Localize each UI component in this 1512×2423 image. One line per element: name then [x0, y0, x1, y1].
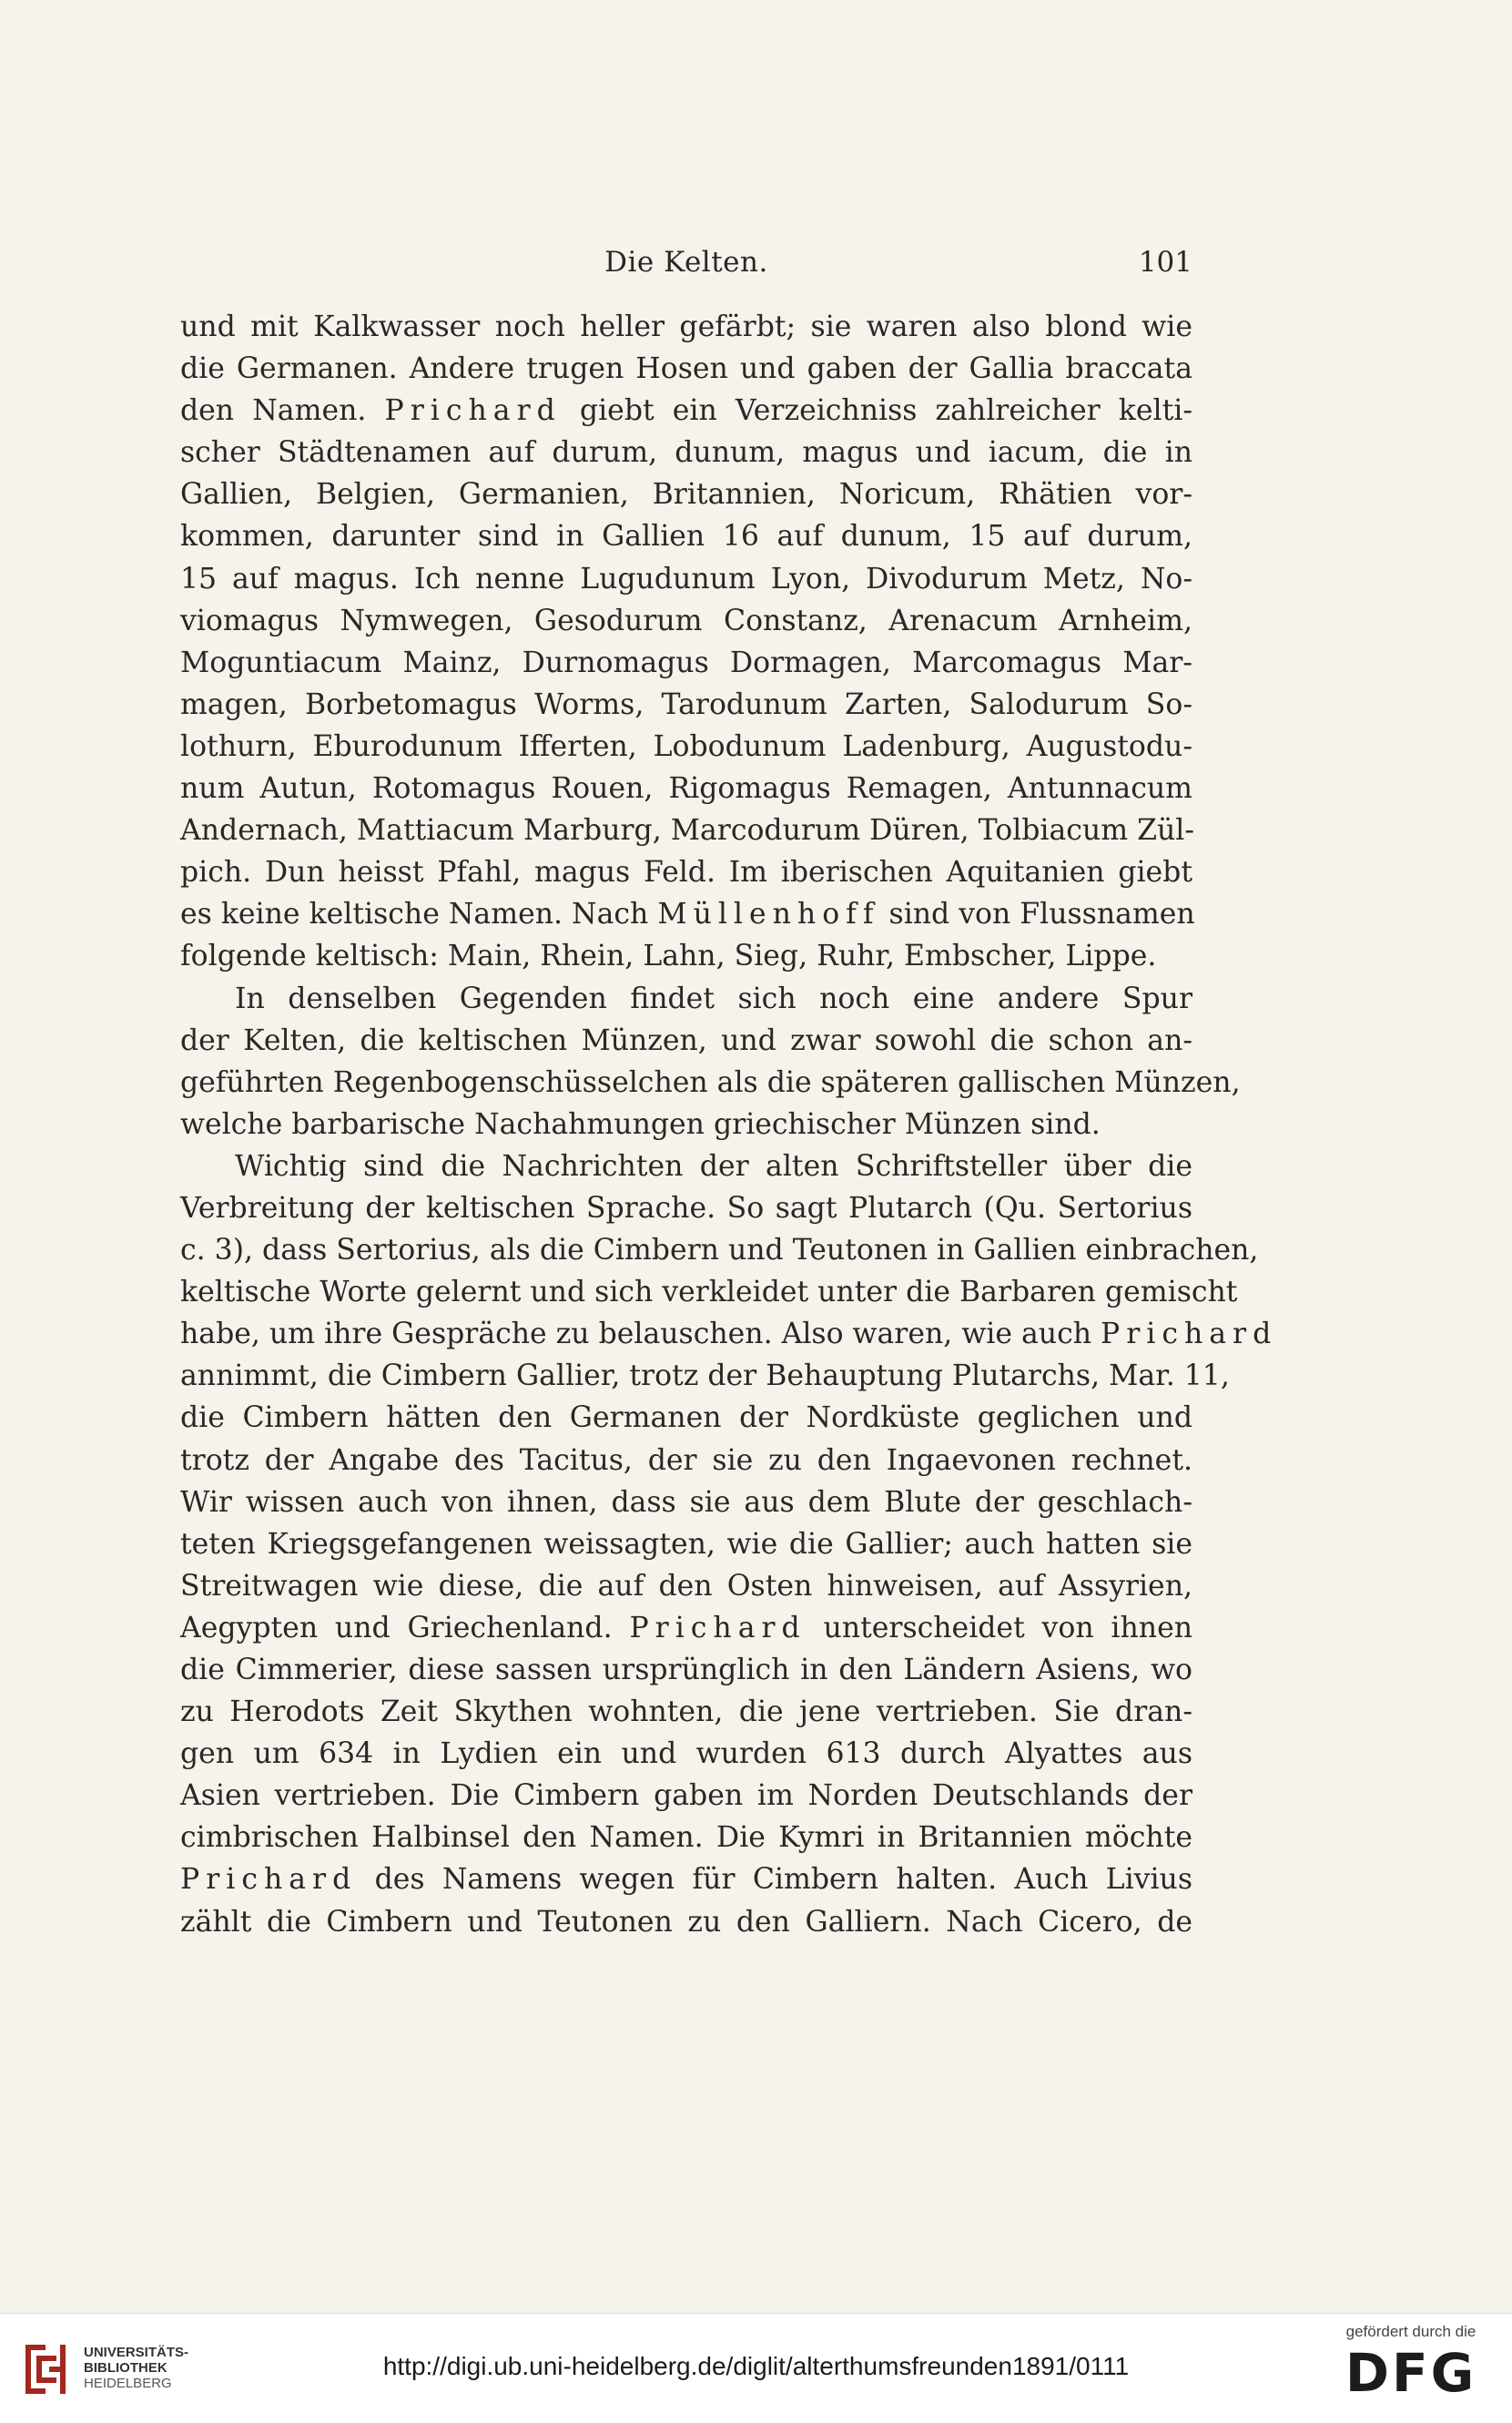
running-title: Die Kelten. — [604, 246, 768, 279]
text-line — [180, 1858, 1192, 1900]
text-line — [180, 1775, 1192, 1817]
text-run: und mit Kalkwasser noch heller gefärbt; sie waren also blond wie — [180, 311, 1192, 343]
text-run: des Namens wegen für Cimbern halten. Auch Livius — [357, 1863, 1192, 1897]
text-line — [180, 1062, 1241, 1104]
text-run: die Cimbern hätten den Germanen der Nordküste geglichen und — [180, 1401, 1192, 1435]
text-run: kommen, darunter sind in Gallien 16 auf dunum, 15 auf durum, — [180, 520, 1192, 554]
text-line — [180, 1104, 1192, 1145]
text-run: teten Kriegsgefangenen weissagten, wie die Gallier; auch hatten sie — [180, 1527, 1192, 1561]
text-line — [180, 1649, 1192, 1691]
text-line — [180, 348, 1192, 390]
dfg-logo: DFG — [1345, 2342, 1477, 2404]
text-run: cimbrischen Halbinsel den Namen. Die Kymri in Britannien möchte — [180, 1821, 1192, 1855]
funder-badge[interactable] — [1334, 2323, 1488, 2414]
text-run: 15 auf magus. Ich nenne Lugudunum Lyon, Divodurum Metz, No- — [180, 562, 1192, 596]
text-run: die Cimmerier, diese sassen ursprünglich in den Ländern Asiens, wo — [180, 1654, 1192, 1686]
text-run: pich. Dun heisst Pfahl, magus Feld. Im iberischen Aquitanien giebt — [180, 856, 1192, 890]
text-run: welche barbarische Nachahmungen griechischer Münzen sind. — [180, 1107, 1101, 1141]
text-run: Wir wissen auch von ihnen, dass sie aus dem Blute der geschlach- — [180, 1485, 1192, 1519]
source-url-link[interactable]: http://digi.ub.uni-heidelberg.de/diglit/alterthumsfreunden1891/0111 — [382, 2352, 1130, 2380]
library-name-line: UNIVERSITÄTS- — [84, 2345, 189, 2360]
text-line — [180, 684, 1192, 726]
text-line — [180, 1397, 1192, 1439]
text-run: scher Städtenamen auf durum, dunum, magus und iacum, die in — [180, 436, 1192, 470]
text-line — [180, 1523, 1192, 1565]
text-line — [180, 306, 1192, 348]
text-line — [180, 1733, 1192, 1775]
text-line — [180, 432, 1192, 473]
text-line — [180, 935, 1192, 977]
spaced-name: Prichard — [1101, 1318, 1278, 1351]
text-run: num Autun, Rotomagus Rouen, Rigomagus Remagen, Antunnacum — [180, 772, 1192, 806]
text-line — [180, 809, 1192, 851]
text-line — [180, 851, 1192, 893]
text-line — [180, 390, 1192, 432]
text-line — [180, 558, 1192, 600]
text-run: lothurn, Eburodunum Ifferten, Lobodunum Ladenburg, Augustodu- — [180, 729, 1192, 763]
text-line — [180, 642, 1192, 684]
text-line — [180, 1817, 1192, 1858]
text-line — [180, 600, 1192, 642]
text-line — [180, 1229, 1259, 1271]
text-line — [180, 1020, 1192, 1062]
text-run: Streitwagen wie diese, die auf den Osten hinweisen, auf Assyrien, — [180, 1569, 1192, 1603]
text-run: geführten Regenbogenschüsselchen als die späteren gallischen Münzen, — [180, 1065, 1241, 1099]
page-number: 101 — [1138, 246, 1192, 279]
text-line — [180, 1607, 1192, 1649]
text-line — [180, 1481, 1192, 1523]
text-line — [180, 768, 1192, 809]
text-line — [180, 515, 1192, 557]
text-line — [180, 1187, 1192, 1229]
text-run: Aegypten und Griechenland. — [180, 1611, 630, 1644]
text-line — [180, 1565, 1192, 1607]
text-run: Wichtig sind die Nachrichten der alten Schriftsteller über die — [235, 1149, 1192, 1183]
text-run: der Kelten, die keltischen Münzen, und zwar sowohl die schon an- — [180, 1023, 1192, 1057]
text-run: In denselben Gegenden findet sich noch eine andere Spur — [235, 982, 1192, 1015]
text-run: sind von Flussnamen — [879, 898, 1195, 932]
text-run: Verbreitung der keltischen Sprache. So sagt Plutarch (Qu. Sertorius — [180, 1191, 1192, 1225]
text-line — [180, 1355, 1230, 1397]
text-run: zu Herodots Zeit Skythen wohnten, die jene vertrieben. Sie dran- — [180, 1695, 1192, 1729]
text-run: es keine keltische Namen. Nach — [180, 898, 658, 932]
text-run: die Germanen. Andere trugen Hosen und gaben der Gallia braccata — [180, 352, 1192, 386]
text-run: gen um 634 in Lydien ein und wurden 613 durch Alyattes aus — [180, 1737, 1192, 1771]
body-text — [180, 306, 1278, 1943]
text-run: unterscheidet von ihnen — [806, 1611, 1193, 1644]
text-run: Andernach, Mattiacum Marburg, Marcodurum Düren, Tolbiacum Zül- — [180, 814, 1194, 848]
text-run: magen, Borbetomagus Worms, Tarodunum Zarten, Salodurum So- — [180, 687, 1192, 721]
text-line — [180, 893, 1195, 935]
text-run: folgende keltisch: Main, Rhein, Lahn, Sieg, Ruhr, Embscher, Lippe. — [180, 940, 1157, 973]
text-run: keltische Worte gelernt und sich verkleidet unter die Barbaren gemischt — [180, 1276, 1238, 1309]
spaced-name: Prichard — [629, 1611, 807, 1644]
text-line — [180, 726, 1192, 768]
text-run: Gallien, Belgien, Germanien, Britannien, Noricum, Rhätien vor- — [180, 478, 1192, 512]
text-run: c. 3), dass Sertorius, als die Cimbern und Teutonen in Gallien einbrachen, — [180, 1234, 1259, 1267]
text-line — [180, 1440, 1192, 1481]
text-run: Moguntiacum Mainz, Durnomagus Dormagen, Marcomagus Mar- — [180, 646, 1192, 679]
spaced-name: Prichard — [180, 1863, 358, 1897]
viewer-footer — [0, 2313, 1512, 2423]
spaced-name: Müllenhoff — [657, 898, 880, 932]
text-run: viomagus Nymwegen, Gesodurum Constanz, Arenacum Arnheim, — [180, 604, 1192, 637]
text-line — [180, 1313, 1278, 1355]
text-run: zählt die Cimbern und Teutonen zu den Galliern. Nach Cicero, de — [180, 1905, 1192, 1939]
text-run: den Namen. — [180, 394, 385, 428]
text-run: Asien vertrieben. Die Cimbern gaben im Norden Deutschlands der — [180, 1779, 1192, 1813]
spaced-name: Prichard — [384, 394, 562, 428]
library-name-line: HEIDELBERG — [84, 2376, 172, 2391]
text-run: trotz der Angabe des Tacitus, der sie zu den Ingaevonen rechnet. — [180, 1443, 1192, 1477]
text-run: giebt ein Verzeichniss zahlreicher kelti- — [561, 394, 1192, 428]
text-line — [180, 1271, 1238, 1313]
text-line — [180, 1901, 1192, 1943]
text-line — [180, 473, 1192, 515]
text-run: habe, um ihre Gespräche zu belauschen. Also waren, wie auch — [180, 1318, 1101, 1351]
library-name-line: BIBLIOTHEK — [84, 2360, 167, 2376]
text-line — [180, 978, 1192, 1020]
running-head — [180, 246, 1192, 291]
text-run: annimmt, die Cimbern Gallier, trotz der Behauptung Plutarchs, Mar. 11, — [180, 1359, 1230, 1393]
funding-caption: gefördert durch die — [1345, 2323, 1476, 2340]
text-line — [180, 1691, 1192, 1733]
text-line — [180, 1145, 1192, 1187]
